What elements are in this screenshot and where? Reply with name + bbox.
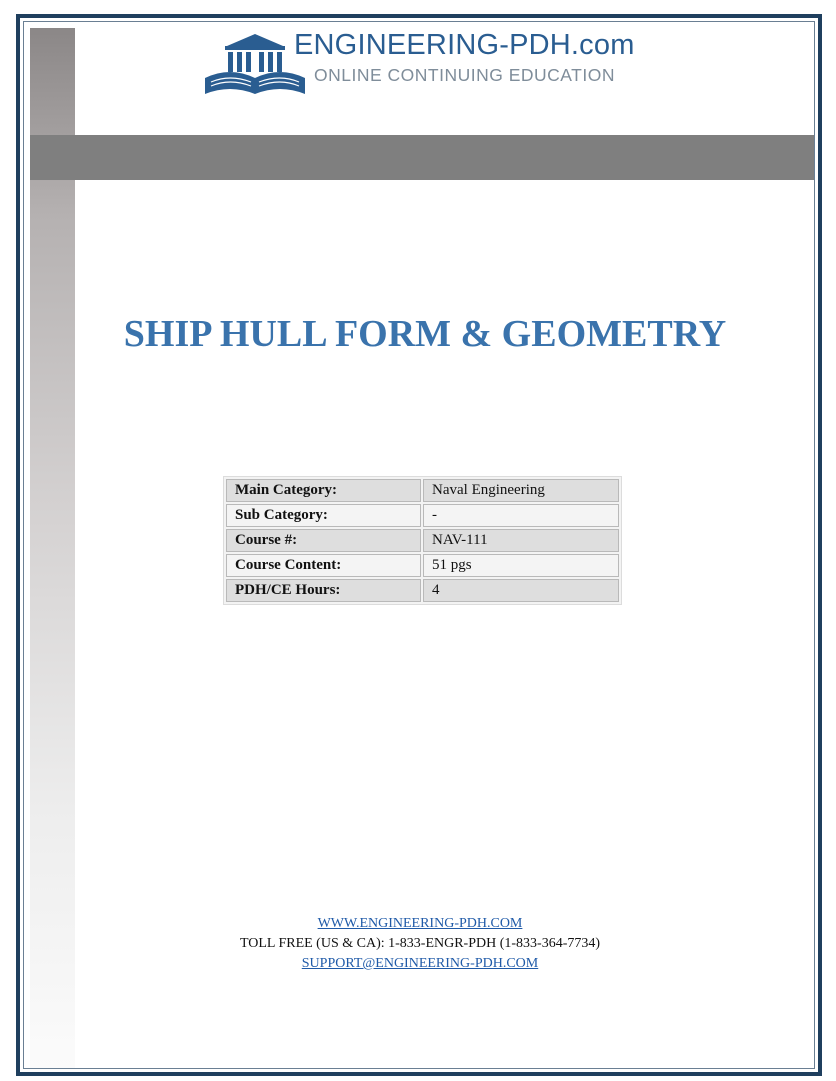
course-title: SHIP HULL FORM & GEOMETRY [123, 313, 727, 355]
temple-book-icon [203, 32, 307, 96]
support-email-link[interactable]: SUPPORT@ENGINEERING-PDH.COM [301, 956, 539, 971]
table-row [226, 479, 619, 502]
table-row [226, 504, 619, 527]
row-value: 51 pgs [423, 554, 619, 577]
row-label: Course #: [226, 529, 421, 552]
header-band [30, 135, 814, 180]
row-value: - [423, 504, 619, 527]
brand-logo [203, 30, 643, 100]
contact-footer [120, 914, 720, 974]
course-info-table [223, 476, 622, 605]
side-gradient-stripe [30, 28, 75, 1068]
table-row [226, 554, 619, 577]
phone-line: TOLL FREE (US & CA): 1-833-ENGR-PDH (1-833-364-7734) [239, 936, 601, 951]
row-value: NAV-111 [423, 529, 619, 552]
row-value: 4 [423, 579, 619, 602]
website-link[interactable]: WWW.ENGINEERING-PDH.COM [317, 916, 523, 931]
row-value: Naval Engineering [423, 479, 619, 502]
table-row [226, 529, 619, 552]
table-row [226, 579, 619, 602]
row-label: Main Category: [226, 479, 421, 502]
row-label: PDH/CE Hours: [226, 579, 421, 602]
row-label: Course Content: [226, 554, 421, 577]
logo-title: ENGINEERING-PDH.com [294, 29, 635, 61]
logo-subtitle: ONLINE CONTINUING EDUCATION [314, 65, 615, 85]
row-label: Sub Category: [226, 504, 421, 527]
